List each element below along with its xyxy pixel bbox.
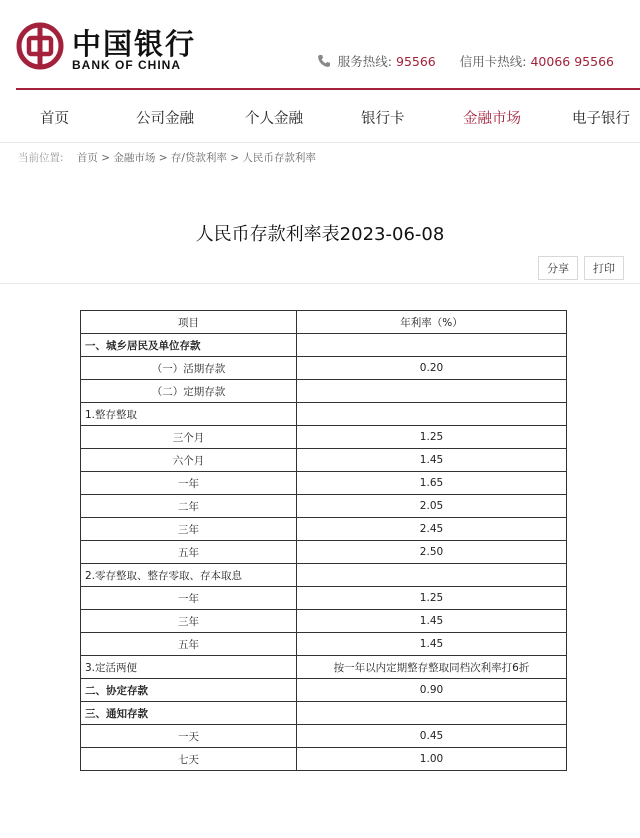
rate-value-cell	[297, 702, 567, 725]
table-row	[81, 357, 567, 380]
table-row	[81, 656, 567, 679]
table-row	[81, 449, 567, 472]
table-row	[81, 541, 567, 564]
hotlines	[317, 52, 614, 70]
brand-name-cn[interactable]: 中国银行	[72, 27, 197, 61]
main-nav	[0, 90, 640, 143]
table-row	[81, 610, 567, 633]
nav-item-personal-banking[interactable]: 个人金融	[245, 111, 303, 127]
table-row	[81, 334, 567, 357]
rate-value-cell	[297, 564, 567, 587]
table-row	[81, 679, 567, 702]
rate-item-cell: 一年	[81, 587, 297, 610]
nav-item-corporate-banking[interactable]: 公司金融	[136, 111, 194, 127]
rate-item-cell: 一、城乡居民及单位存款	[81, 334, 297, 357]
breadcrumb	[18, 150, 316, 165]
rate-item-cell: 3.定活两便	[81, 656, 297, 679]
table-row	[81, 725, 567, 748]
deposit-rate-table	[80, 310, 567, 771]
rate-value-cell: 1.45	[297, 449, 567, 472]
brand-name-en: BANK OF CHINA	[72, 58, 181, 72]
rate-item-cell: （二）定期存款	[81, 380, 297, 403]
rate-value-cell: 2.05	[297, 495, 567, 518]
rate-value-cell: 1.25	[297, 426, 567, 449]
site-header	[0, 0, 640, 92]
table-row	[81, 495, 567, 518]
rate-value-cell	[297, 380, 567, 403]
rate-value-cell: 1.45	[297, 633, 567, 656]
rate-item-cell: 三年	[81, 610, 297, 633]
rate-item-cell: 五年	[81, 633, 297, 656]
nav-item-financial-markets[interactable]: 金融市场	[463, 111, 521, 127]
rate-value-cell	[297, 334, 567, 357]
phone-icon	[317, 54, 331, 68]
rate-value-cell: 2.50	[297, 541, 567, 564]
credit-hotline-number[interactable]: 40066 95566	[530, 53, 614, 69]
nav-item-home[interactable]: 首页	[40, 111, 69, 127]
breadcrumb-label: 当前位置:	[18, 152, 64, 164]
page-title: 人民币存款利率表2023-06-08	[195, 224, 445, 245]
rate-value-cell: 1.00	[297, 748, 567, 771]
table-row	[81, 472, 567, 495]
table-header-row	[81, 311, 567, 334]
rate-item-cell: 三、通知存款	[81, 702, 297, 725]
rate-value-cell: 1.65	[297, 472, 567, 495]
rate-value-cell: 1.25	[297, 587, 567, 610]
table-row	[81, 518, 567, 541]
rate-value-cell: 1.45	[297, 610, 567, 633]
table-row	[81, 633, 567, 656]
rate-item-cell: 三个月	[81, 426, 297, 449]
table-row	[81, 587, 567, 610]
table-row	[81, 380, 567, 403]
table-row	[81, 426, 567, 449]
credit-hotline-label: 信用卡热线:	[459, 54, 527, 69]
column-header-item: 项目	[81, 311, 297, 334]
rate-item-cell: 五年	[81, 541, 297, 564]
rate-value-cell	[297, 403, 567, 426]
rate-item-cell: 六个月	[81, 449, 297, 472]
bank-of-china-logo-icon[interactable]	[16, 22, 64, 70]
table-row	[81, 702, 567, 725]
rate-value-cell: 0.45	[297, 725, 567, 748]
rate-item-cell: 二年	[81, 495, 297, 518]
print-button[interactable]: 打印	[584, 256, 624, 280]
content-divider	[0, 283, 640, 284]
rate-value-cell: 0.20	[297, 357, 567, 380]
rate-item-cell: 2.零存整取、整存零取、存本取息	[81, 564, 297, 587]
rate-item-cell: 一年	[81, 472, 297, 495]
nav-item-e-banking[interactable]: 电子银行	[572, 111, 630, 127]
table-row	[81, 403, 567, 426]
rate-item-cell: 七天	[81, 748, 297, 771]
share-button[interactable]: 分享	[538, 256, 578, 280]
rate-value-cell: 2.45	[297, 518, 567, 541]
rate-value-cell: 按一年以内定期整存整取同档次利率打6折	[297, 656, 567, 679]
article-toolbar	[538, 256, 624, 280]
nav-item-bank-card[interactable]: 银行卡	[361, 111, 405, 127]
rate-item-cell: 一天	[81, 725, 297, 748]
table-row	[81, 748, 567, 771]
service-hotline-number[interactable]: 95566	[396, 53, 436, 69]
rate-item-cell: 1.整存整取	[81, 403, 297, 426]
rate-item-cell: 三年	[81, 518, 297, 541]
service-hotline-label: 服务热线:	[337, 54, 392, 69]
breadcrumb-path[interactable]: 首页 > 金融市场 > 存/贷款利率 > 人民币存款利率	[76, 152, 316, 164]
column-header-rate: 年利率（%）	[297, 311, 567, 334]
rate-value-cell: 0.90	[297, 679, 567, 702]
table-row	[81, 564, 567, 587]
rate-item-cell: 二、协定存款	[81, 679, 297, 702]
rate-item-cell: （一）活期存款	[81, 357, 297, 380]
